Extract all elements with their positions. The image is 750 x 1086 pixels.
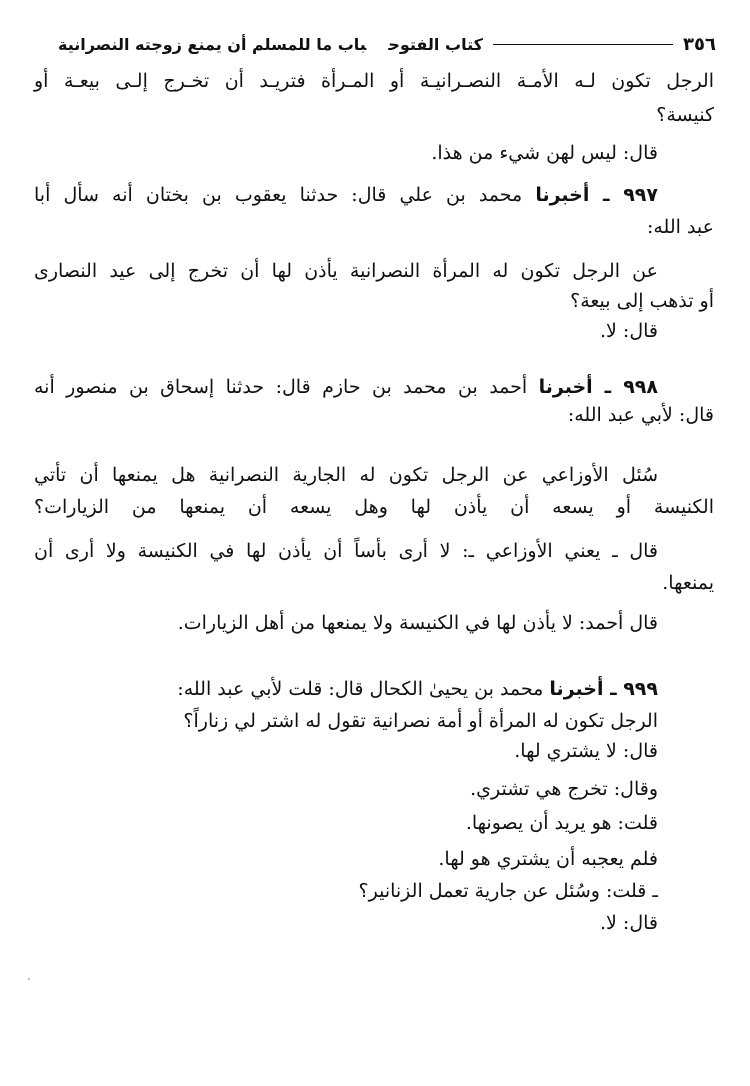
text-line: قال: لا يشتري لها. [514, 740, 658, 762]
running-header [36, 30, 716, 58]
text-line: الكنيسة أو يسعه أن يأذن لها وهل يسعه أن يمنعها من الزيارات؟ [34, 496, 714, 518]
hadith-998-line [34, 374, 658, 400]
text-segment: أحمد بن محمد بن حازم قال: حدثنا إسحاق بن منصور أنه [34, 376, 528, 398]
text-line: كنيسة؟ [656, 104, 714, 126]
hadith-999-line [177, 676, 658, 702]
text-segment: محمد بن علي قال: حدثنا يعقوب بن بختان أنه سأل أبا [34, 184, 523, 206]
scan-speck [28, 978, 30, 980]
text-line: سُئل الأوزاعي عن الرجل تكون له الجارية النصرانية هل يمنعها أن تأتي [34, 464, 658, 486]
text-line: عبد الله: [646, 216, 714, 238]
hadith-number: ٩٩٩ ـ أخبرنا [549, 678, 658, 700]
text-line: قال: لا. [600, 320, 658, 342]
text-line: قال أحمد: لا يأذن لها في الكنيسة ولا يمنعها من أهل الزيارات. [177, 612, 658, 634]
chapter-title: باب ما للمسلم أن يمنع زوجته النصرانية [58, 34, 367, 54]
text-segment: محمد بن يحيىٰ الكحال قال: قلت لأبي عبد الله: [177, 678, 544, 700]
header-titles [36, 35, 483, 54]
text-line: قال ـ يعني الأوزاعي ـ: لا أرى بأساً أن يأذن لها في الكنيسة ولا أرى أن [34, 540, 658, 562]
text-line: عن الرجل تكون له المرأة النصرانية يأذن لها أن تخرج إلى عيد النصارى [34, 260, 658, 282]
hadith-number: ٩٩٧ ـ أخبرنا [535, 184, 658, 206]
text-line: فلم يعجبه أن يشتري هو لها. [438, 848, 658, 870]
text-line: قلت: هو يريد أن يصونها. [465, 812, 658, 834]
hadith-number: ٩٩٨ ـ أخبرنا [538, 376, 658, 398]
text-line: يمنعها. [662, 572, 714, 594]
text-line: ـ قلت: وسُئل عن جارية تعمل الزنانير؟ [358, 880, 658, 902]
text-line: قال: ليس لهن شيء من هذا. [431, 142, 658, 164]
text-line: وقال: تخرج هي تشتري. [470, 778, 658, 800]
hadith-997-line [34, 182, 658, 208]
text-line: الرجل تكون لـه الأمـة النصـرانيـة أو المـرأة فتريـد أن تخـرج إلـى بيعـة أو [34, 70, 714, 92]
text-line: قال: لا. [600, 912, 658, 934]
text-line: أو تذهب إلى بيعة؟ [570, 290, 714, 312]
text-line: قال: لأبي عبد الله: [567, 404, 714, 426]
header-rule [493, 44, 673, 45]
page-number: ٣٥٦ [683, 33, 716, 55]
book-title: كتاب الفتوح [388, 34, 483, 54]
text-line: الرجل تكون له المرأة أو أمة نصرانية تقول له اشتر لي زناراً؟ [183, 710, 658, 732]
